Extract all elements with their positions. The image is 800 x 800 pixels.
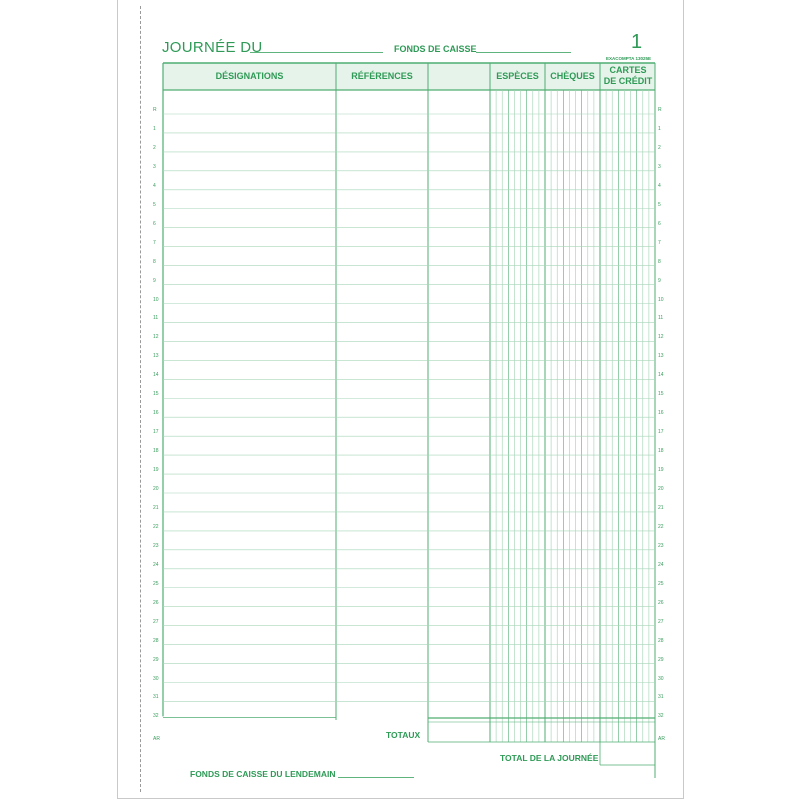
row-number-left: 9 xyxy=(153,277,156,284)
row-number-left: 12 xyxy=(153,334,159,341)
row-number-left: 6 xyxy=(153,220,156,227)
row-number-left: 32 xyxy=(153,713,159,720)
row-number-left: 26 xyxy=(153,599,159,606)
column-header-designations: DÉSIGNATIONS xyxy=(215,71,284,81)
ar-label-left: AR xyxy=(153,736,160,742)
row-number-right: 14 xyxy=(658,372,664,379)
row-number-left: 1 xyxy=(153,125,156,132)
row-number-left: 3 xyxy=(153,163,156,170)
row-number-left: 13 xyxy=(153,353,159,360)
row-number-right: 30 xyxy=(658,675,664,682)
row-number-left: 25 xyxy=(153,580,159,587)
totaux-label: TOTAUX xyxy=(386,730,421,740)
fonds-lendemain-label: FONDS DE CAISSE DU LENDEMAIN xyxy=(190,769,336,779)
row-number-left: 18 xyxy=(153,448,159,455)
row-number-right: R xyxy=(658,107,662,113)
row-number-left: 29 xyxy=(153,656,159,663)
row-number-left: 8 xyxy=(153,258,156,265)
total-journee-label: TOTAL DE LA JOURNÉE xyxy=(500,753,599,763)
row-number-left: 15 xyxy=(153,391,159,398)
column-header-references: RÉFÉRENCES xyxy=(351,71,413,81)
row-number-left: 27 xyxy=(153,618,159,625)
column-header-cheques: CHÈQUES xyxy=(550,71,595,81)
row-number-right: 12 xyxy=(658,334,664,341)
row-number-right: 2 xyxy=(658,144,661,151)
row-number-right: 27 xyxy=(658,618,664,625)
row-number-left: 2 xyxy=(153,144,156,151)
row-number-right: 20 xyxy=(658,486,664,492)
row-number-right: 22 xyxy=(658,523,664,530)
row-number-right: 9 xyxy=(658,277,661,284)
column-header-cartes xyxy=(600,65,656,87)
row-number-right: 25 xyxy=(658,580,664,587)
column-header-cartes-line1: CARTES xyxy=(609,65,647,75)
row-number-right: 17 xyxy=(658,429,664,436)
row-number-left: 23 xyxy=(153,542,159,549)
row-number-left: 30 xyxy=(153,675,159,682)
row-number-left: 21 xyxy=(153,504,159,511)
row-number-left: 31 xyxy=(153,694,159,701)
row-number-right: 4 xyxy=(658,182,661,189)
row-number-right: 16 xyxy=(658,410,664,417)
row-number-left: 14 xyxy=(153,372,159,379)
row-number-right: 8 xyxy=(658,258,661,265)
row-number-right: 18 xyxy=(658,448,664,455)
row-number-right: 10 xyxy=(658,296,664,303)
row-number-right: 32 xyxy=(658,713,664,720)
row-number-left: 22 xyxy=(153,523,159,530)
row-number-left: 28 xyxy=(153,637,159,644)
row-number-right: 3 xyxy=(658,163,661,170)
row-number-left: 4 xyxy=(153,182,156,189)
ar-label-right: AR xyxy=(658,736,665,742)
row-number-right: 31 xyxy=(658,694,664,701)
row-number-right: 6 xyxy=(658,220,661,227)
row-number-right: 23 xyxy=(658,542,664,549)
fonds-label: FONDS DE CAISSE xyxy=(394,44,477,54)
row-number-left: 11 xyxy=(153,315,159,322)
page-title: JOURNÉE DU xyxy=(162,39,263,56)
row-number-left: 17 xyxy=(153,429,159,436)
row-number-right: 13 xyxy=(658,353,664,360)
row-number-right: 7 xyxy=(658,239,661,246)
row-number-right: 21 xyxy=(658,504,664,511)
row-number-left: R xyxy=(153,107,157,113)
row-number-left: 19 xyxy=(153,467,159,474)
row-number-right: 15 xyxy=(658,391,664,398)
fonds-lendemain-line[interactable] xyxy=(338,777,414,778)
row-number-left: 20 xyxy=(153,486,159,492)
row-number-left: 16 xyxy=(153,410,159,417)
row-number-right: 1 xyxy=(658,125,661,132)
row-number-right: 24 xyxy=(658,561,664,568)
column-header-cartes-line2: DE CRÉDIT xyxy=(603,76,653,86)
row-number-right: 28 xyxy=(658,637,664,644)
column-header-especes: ESPÈCES xyxy=(496,71,539,81)
row-number-right: 19 xyxy=(658,467,664,474)
row-number-right: 26 xyxy=(658,599,664,606)
product-reference: EXACOMPTA 13025E xyxy=(606,56,652,61)
row-number-left: 7 xyxy=(153,239,156,246)
row-number-left: 10 xyxy=(153,296,159,303)
row-number-right: 5 xyxy=(658,201,661,208)
row-number-left: 5 xyxy=(153,201,156,208)
row-number-right: 29 xyxy=(658,656,664,663)
row-number-left: 24 xyxy=(153,561,159,568)
page-number: 1 xyxy=(631,31,643,53)
row-number-right: 11 xyxy=(658,315,664,322)
